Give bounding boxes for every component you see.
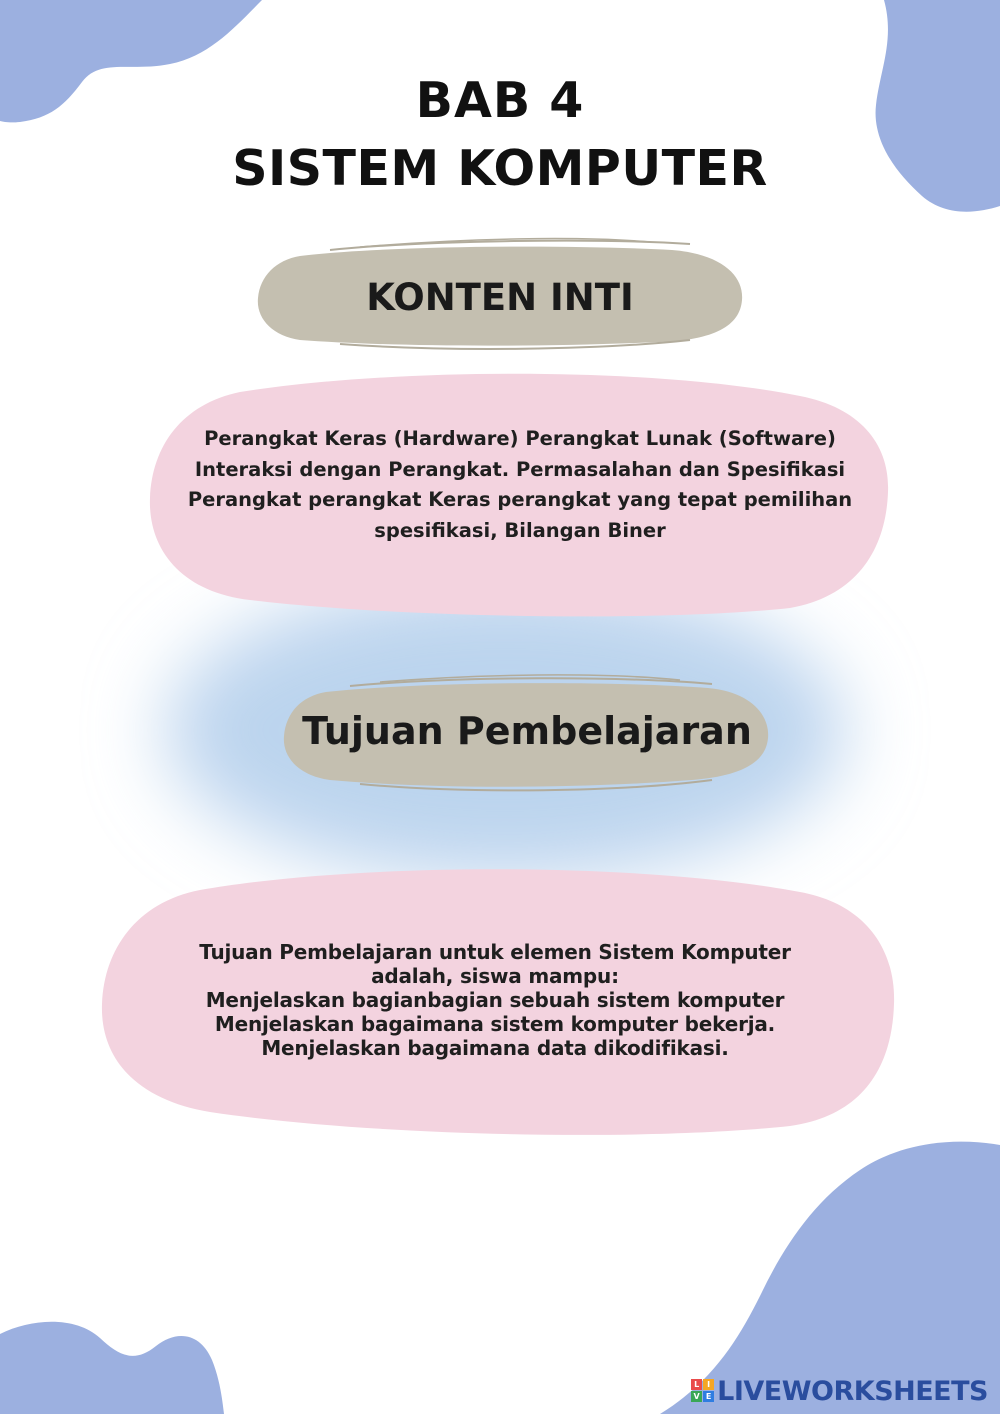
logo-letter: V (691, 1391, 702, 1402)
tujuan-line: Menjelaskan bagianbagian sebuah sistem komputer (205, 988, 785, 1012)
tujuan-line: adalah, siswa mampu: (371, 964, 619, 988)
tujuan-line: Menjelaskan bagaimana data dikodifikasi. (261, 1036, 729, 1060)
logo-letter: L (691, 1379, 702, 1390)
tujuan-pembelajaran-heading: Tujuan Pembelajaran (302, 709, 752, 753)
logo-letter: I (703, 1379, 714, 1390)
blob-bottom-right (660, 1142, 1000, 1414)
tujuan-line: Tujuan Pembelajaran untuk elemen Sistem Komputer (199, 940, 791, 964)
blob-bottom-left (0, 1322, 224, 1414)
subject-title: SISTEM KOMPUTER (232, 140, 768, 197)
chapter-title: BAB 4 (415, 72, 585, 129)
tujuan-pembelajaran-text (150, 940, 840, 1060)
liveworksheets-logo-icon (691, 1379, 715, 1403)
konten-inti-text: Perangkat Keras (Hardware) Perangkat Lunak (Software) Interaksi dengan Perangkat. Permasalahan dan Spesifikasi Perangkat perangkat Keras perangkat yang tepat pemilihan spesifikasi, Bilangan Biner (187, 427, 853, 542)
konten-inti-heading: KONTEN INTI (366, 276, 634, 319)
logo-letter: E (703, 1391, 714, 1402)
liveworksheets-text: LIVEWORKSHEETS (717, 1375, 988, 1407)
liveworksheets-branding[interactable] (691, 1376, 988, 1406)
tujuan-line: Menjelaskan bagaimana sistem komputer bekerja. (214, 1012, 776, 1036)
